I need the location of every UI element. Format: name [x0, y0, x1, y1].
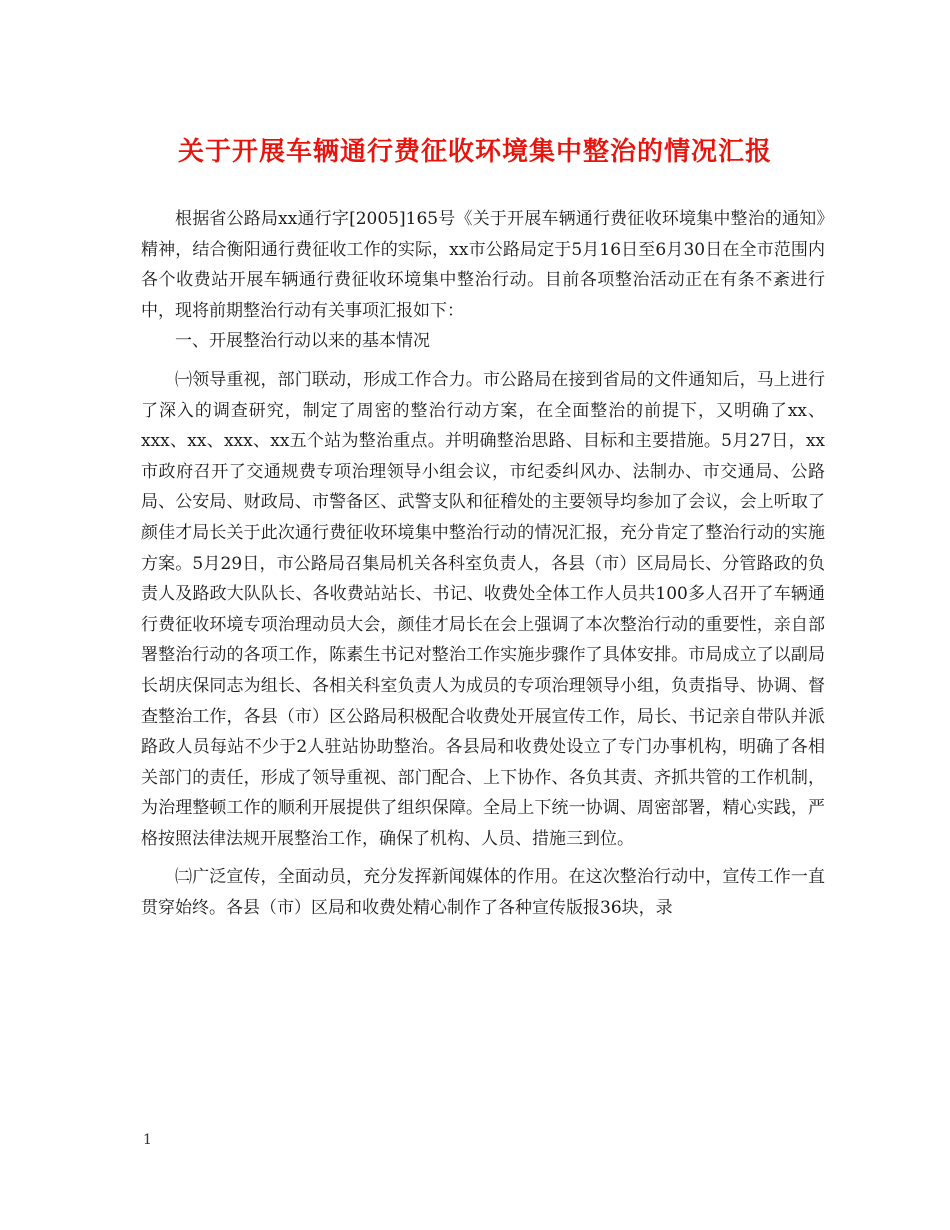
- section-heading: 一、开展整治行动以来的基本情况: [175, 331, 430, 352]
- paragraph-publicity: ㈡广泛宣传，全面动员，充分发挥新闻媒体的作用。在这次整治行动中，宣传工作一直贯穿始终。各县（市）区局和收费处精心制作了各种宣传版报36块，录: [141, 867, 825, 919]
- paragraph-leadership: ㈠领导重视，部门联动，形成工作合力。市公路局在接到省局的文件通知后，马上进行了深入的调查研究，制定了周密的整治行动方案，在全面整治的前提下，又明确了xx、xxx、xx、xxx、xx五个站为整治重点。并明确整治思路、目标和主要措施。5月27日，xx市政府召开了交通规费专项治理领导小组会议，市纪委纠风办、法制办、市交通局、公路局、公安局、财政局、市警备区、武警支队和征稽处的主要领导均参加了会议，会上听取了颜佳才局长关于此次通行费征收环境集中整治行动的情况汇报，充分肯定了整治行动的实施方案。5月29日，市公路局召集局机关各科室负责人，各县（市）区局局长、分管路政的负责人及路政大队队长、各收费站站长、书记、收费处全体工作人员共100多人召开了车辆通行费征收环境专项治理动员大会，颜佳才局长在会上强调了本次整治行动的重要性，亲自部署整治行动的各项工作，陈素生书记对整治工作实施步骤作了具体安排。市局成立了以副局长胡庆保同志为组长、各相关科室负责人为成员的专项治理领导小组，负责指导、协调、督查整治工作，各县（市）区公路局积极配合收费处开展宣传工作，局长、书记亲自带队并派路政人员每站不少于2人驻站协助整治。各县局和收费处设立了专门办事机构，明确了各相关部门的责任，形成了领导重视、部门配合、上下协作、各负其责、齐抓共管的工作机制，为治理整顿工作的顺利开展提供了组织保障。全局上下统一协调、周密部署，精心实践，严格按照法律法规开展整治工作，确保了机构、人员、措施三到位。: [141, 369, 825, 849]
- document-body: [141, 204, 825, 924]
- paragraph-intro: 根据省公路局xx通行字[2005]165号《关于开展车辆通行费征收环境集中整治的通知》精神，结合衡阳通行费征收工作的实际，xx市公路局定于5月16日至6月30日在全市范围内各个收费站开展车辆通行费征收环境集中整治行动。目前各项整治活动正在有条不紊进行中，现将前期整治行动有关事项汇报如下：: [141, 209, 825, 321]
- document-title: 关于开展车辆通行费征收环境集中整治的情况汇报: [177, 137, 772, 167]
- page-number: 1: [143, 1132, 152, 1148]
